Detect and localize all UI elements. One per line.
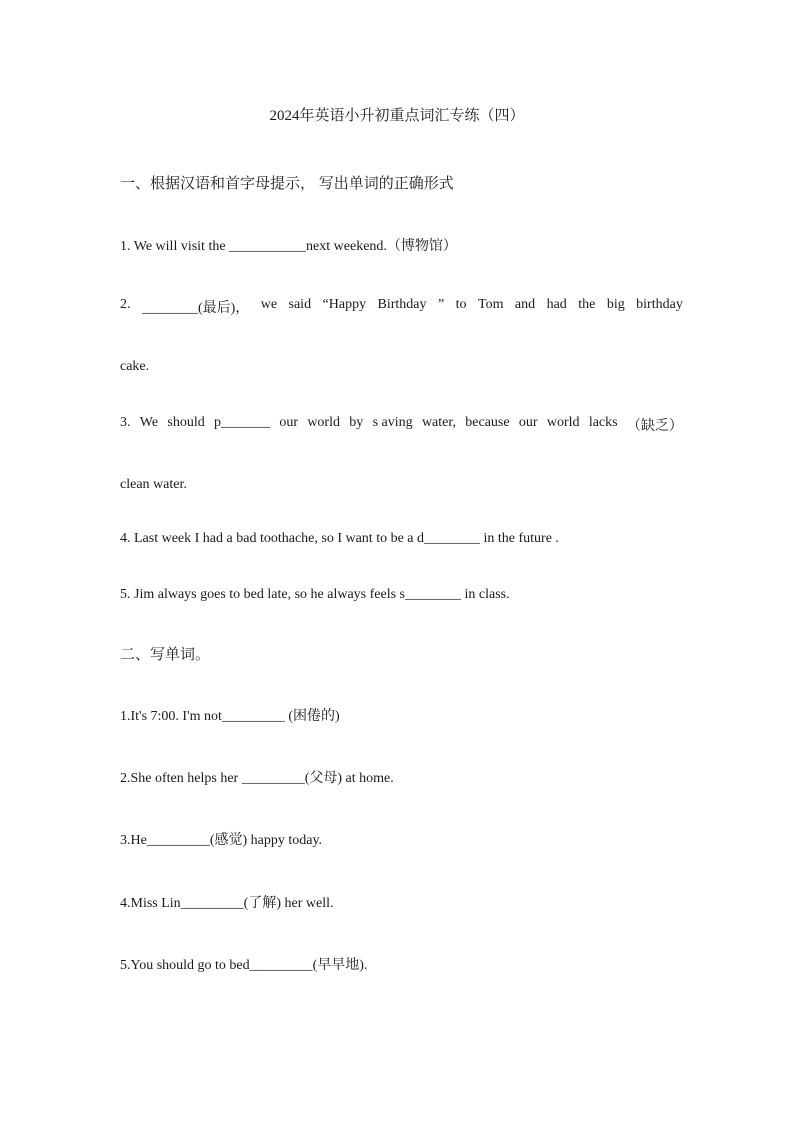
word: the <box>578 297 596 312</box>
word: we <box>260 297 278 312</box>
section-2-question-5: 5.You should go to bed_________(早早地). <box>120 958 368 973</box>
section-2-heading: 二、写单词。 <box>120 647 211 663</box>
word: We <box>139 415 159 430</box>
word: our <box>518 415 538 430</box>
word: 2. <box>120 297 131 312</box>
section-1-question-4: 4. Last week I had a bad toothache, so I want to be a d________ in the future . <box>120 531 559 546</box>
section-2-question-1: 1.It's 7:00. I'm not_________ (困倦的) <box>120 709 340 724</box>
section-1-heading: 一、根据汉语和首字母提示， 写出单词的正确形式 <box>120 176 454 192</box>
word: s aving <box>372 415 413 430</box>
section-1-question-1: 1. We will visit the ___________next weekend.（博物馆） <box>120 239 457 254</box>
word: Tom <box>478 297 504 312</box>
word: water, <box>421 415 456 430</box>
word: to <box>455 297 467 312</box>
section-1-question-2-line-1 <box>120 297 683 317</box>
word: p_______ <box>214 415 271 430</box>
section-2-question-4: 4.Miss Lin_________(了解) her well. <box>120 896 334 911</box>
word: world <box>307 415 340 430</box>
word: （缺乏） <box>626 419 683 434</box>
word: Birthday <box>377 297 427 312</box>
section-1-question-5: 5. Jim always goes to bed late, so he always feels s________ in class. <box>120 587 510 602</box>
word: our <box>279 415 299 430</box>
section-1-question-3-line-1 <box>120 415 683 435</box>
word: ________(最后)， <box>141 301 250 316</box>
word: because <box>465 415 510 430</box>
word: big <box>606 297 625 312</box>
word: should <box>167 415 205 430</box>
word: said <box>288 297 312 312</box>
word: world <box>546 415 580 430</box>
word: ” <box>437 297 445 312</box>
word: lacks <box>588 415 618 430</box>
word: 3. <box>120 415 131 430</box>
page-title: 2024年英语小升初重点词汇专练（四） <box>269 108 525 124</box>
section-2-question-3: 3.He_________(感觉) happy today. <box>120 833 323 848</box>
word: had <box>546 297 567 312</box>
word: “Happy <box>322 297 367 312</box>
section-1-question-2-line-2: cake. <box>120 359 150 374</box>
word: by <box>349 415 364 430</box>
section-1-question-3-line-2: clean water. <box>120 477 187 492</box>
word: and <box>514 297 536 312</box>
section-2-question-2: 2.She often helps her _________(父母) at home. <box>120 771 394 786</box>
word: birthday <box>636 297 683 312</box>
